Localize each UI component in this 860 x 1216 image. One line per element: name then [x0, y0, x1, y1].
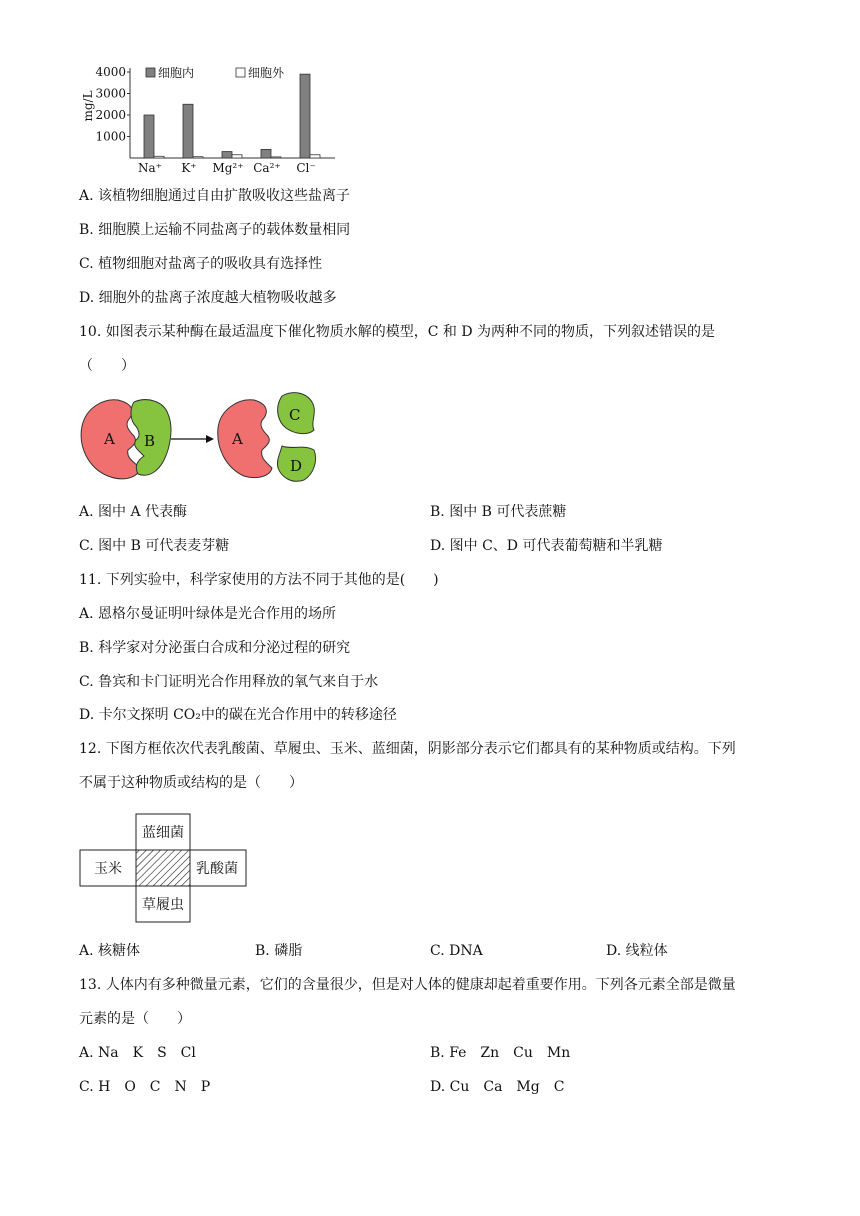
- q12-option-c[interactable]: C. DNA: [430, 943, 483, 959]
- q13-option-c[interactable]: C. H O C N P: [79, 1079, 211, 1095]
- x-tick-label: Mg²⁺: [212, 161, 244, 175]
- label-a: A: [104, 430, 115, 448]
- q9-option-a[interactable]: A. 该植物细胞通过自由扩散吸收这些盐离子: [79, 188, 351, 204]
- enzyme-model-diagram: [78, 388, 328, 488]
- q10-option-a[interactable]: A. 图中 A 代表酶: [79, 504, 188, 520]
- legend-swatch: [236, 68, 245, 77]
- q12-option-d[interactable]: D. 线粒体: [606, 943, 668, 959]
- q11-option-b[interactable]: B. 科学家对分泌蛋白合成和分泌过程的研究: [79, 640, 351, 656]
- box-label-bottom: 草履虫: [142, 897, 184, 913]
- q9-option-d[interactable]: D. 细胞外的盐离子浓度越大植物吸收越多: [79, 290, 337, 306]
- label-b: B: [144, 432, 156, 450]
- q12-option-a[interactable]: A. 核糖体: [79, 943, 141, 959]
- y-tick-label: 4000: [95, 65, 126, 79]
- label-a-after: A: [232, 430, 243, 448]
- bar-outside: [310, 155, 320, 158]
- q9-option-c[interactable]: C. 植物细胞对盐离子的吸收具有选择性: [79, 256, 323, 272]
- q11-option-a[interactable]: A. 恩格尔曼证明叶绿体是光合作用的场所: [79, 606, 337, 622]
- box-label-left: 玉米: [94, 861, 122, 877]
- shared-structure-shaded-area: [136, 850, 190, 886]
- q11-option-d[interactable]: D. 卡尔文探明 CO₂中的碳在光合作用中的转移途径: [79, 707, 397, 723]
- y-tick-label: 3000: [95, 86, 126, 101]
- x-tick-label: Na⁺: [138, 161, 162, 175]
- bar-outside: [193, 157, 203, 158]
- q10-option-c[interactable]: C. 图中 B 可代表麦芽糖: [79, 538, 230, 554]
- x-tick-label: Ca²⁺: [253, 161, 281, 175]
- q12-stem-line2: 不属于这种物质或结构的是（ ）: [79, 775, 303, 791]
- legend-label: 细胞外: [248, 66, 285, 80]
- q13-option-b[interactable]: B. Fe Zn Cu Mn: [430, 1045, 571, 1061]
- q9-option-b[interactable]: B. 细胞膜上运输不同盐离子的载体数量相同: [79, 222, 351, 238]
- label-c: C: [289, 406, 301, 424]
- bar-inside: [261, 149, 271, 158]
- label-d: D: [290, 457, 303, 475]
- q10-stem: 10. 如图表示某种酶在最适温度下催化物质水解的模型，C 和 D 为两种不同的物质，下列叙述错误的是: [79, 324, 715, 340]
- q10-option-d[interactable]: D. 图中 C、D 可代表葡萄糖和半乳糖: [430, 538, 663, 554]
- box-label-top: 蓝细菌: [142, 825, 184, 841]
- q13-option-a[interactable]: A. Na K S Cl: [79, 1045, 196, 1061]
- bar-inside: [300, 74, 310, 158]
- bar-inside: [183, 104, 193, 158]
- box-label-right: 乳酸菌: [196, 861, 238, 877]
- bar-outside: [154, 156, 164, 158]
- y-tick-label: 2000: [95, 108, 126, 122]
- y-axis-label: mg/L: [81, 90, 95, 122]
- enzyme-a-after-shape: [218, 400, 272, 478]
- x-tick-label: Cl⁻: [296, 161, 316, 175]
- q11-option-c[interactable]: C. 鲁宾和卡门证明光合作用释放的氧气来自于水: [79, 674, 379, 690]
- bar-outside: [232, 155, 242, 158]
- bar-outside: [271, 157, 281, 158]
- q12-stem: 12. 下图方框依次代表乳酸菌、草履虫、玉米、蓝细菌，阴影部分表示它们都具有的某种物质或结构。下列: [79, 741, 736, 757]
- bar-inside: [144, 115, 154, 158]
- q13-stem: 13. 人体内有多种微量元素，它们的含量很少，但是对人体的健康却起着重要作用。下列各元素全部是微量: [79, 977, 736, 993]
- bar-inside: [222, 152, 232, 158]
- q13-stem-line2: 元素的是（ ）: [79, 1011, 191, 1027]
- legend-label: 细胞内: [158, 66, 195, 80]
- organism-cross-diagram: [78, 812, 250, 924]
- y-tick-label: 1000: [95, 129, 126, 144]
- x-tick-label: K⁺: [181, 161, 197, 175]
- q10-stem-brackets: （ ）: [79, 358, 135, 374]
- legend-swatch: [146, 68, 155, 77]
- ion-concentration-bar-chart: [78, 62, 348, 180]
- q11-stem: 11. 下列实验中，科学家使用的方法不同于其他的是( ): [79, 572, 439, 588]
- q12-option-b[interactable]: B. 磷脂: [255, 943, 303, 959]
- q13-option-d[interactable]: D. Cu Ca Mg C: [430, 1079, 565, 1095]
- q10-option-b[interactable]: B. 图中 B 可代表蔗糖: [430, 504, 567, 520]
